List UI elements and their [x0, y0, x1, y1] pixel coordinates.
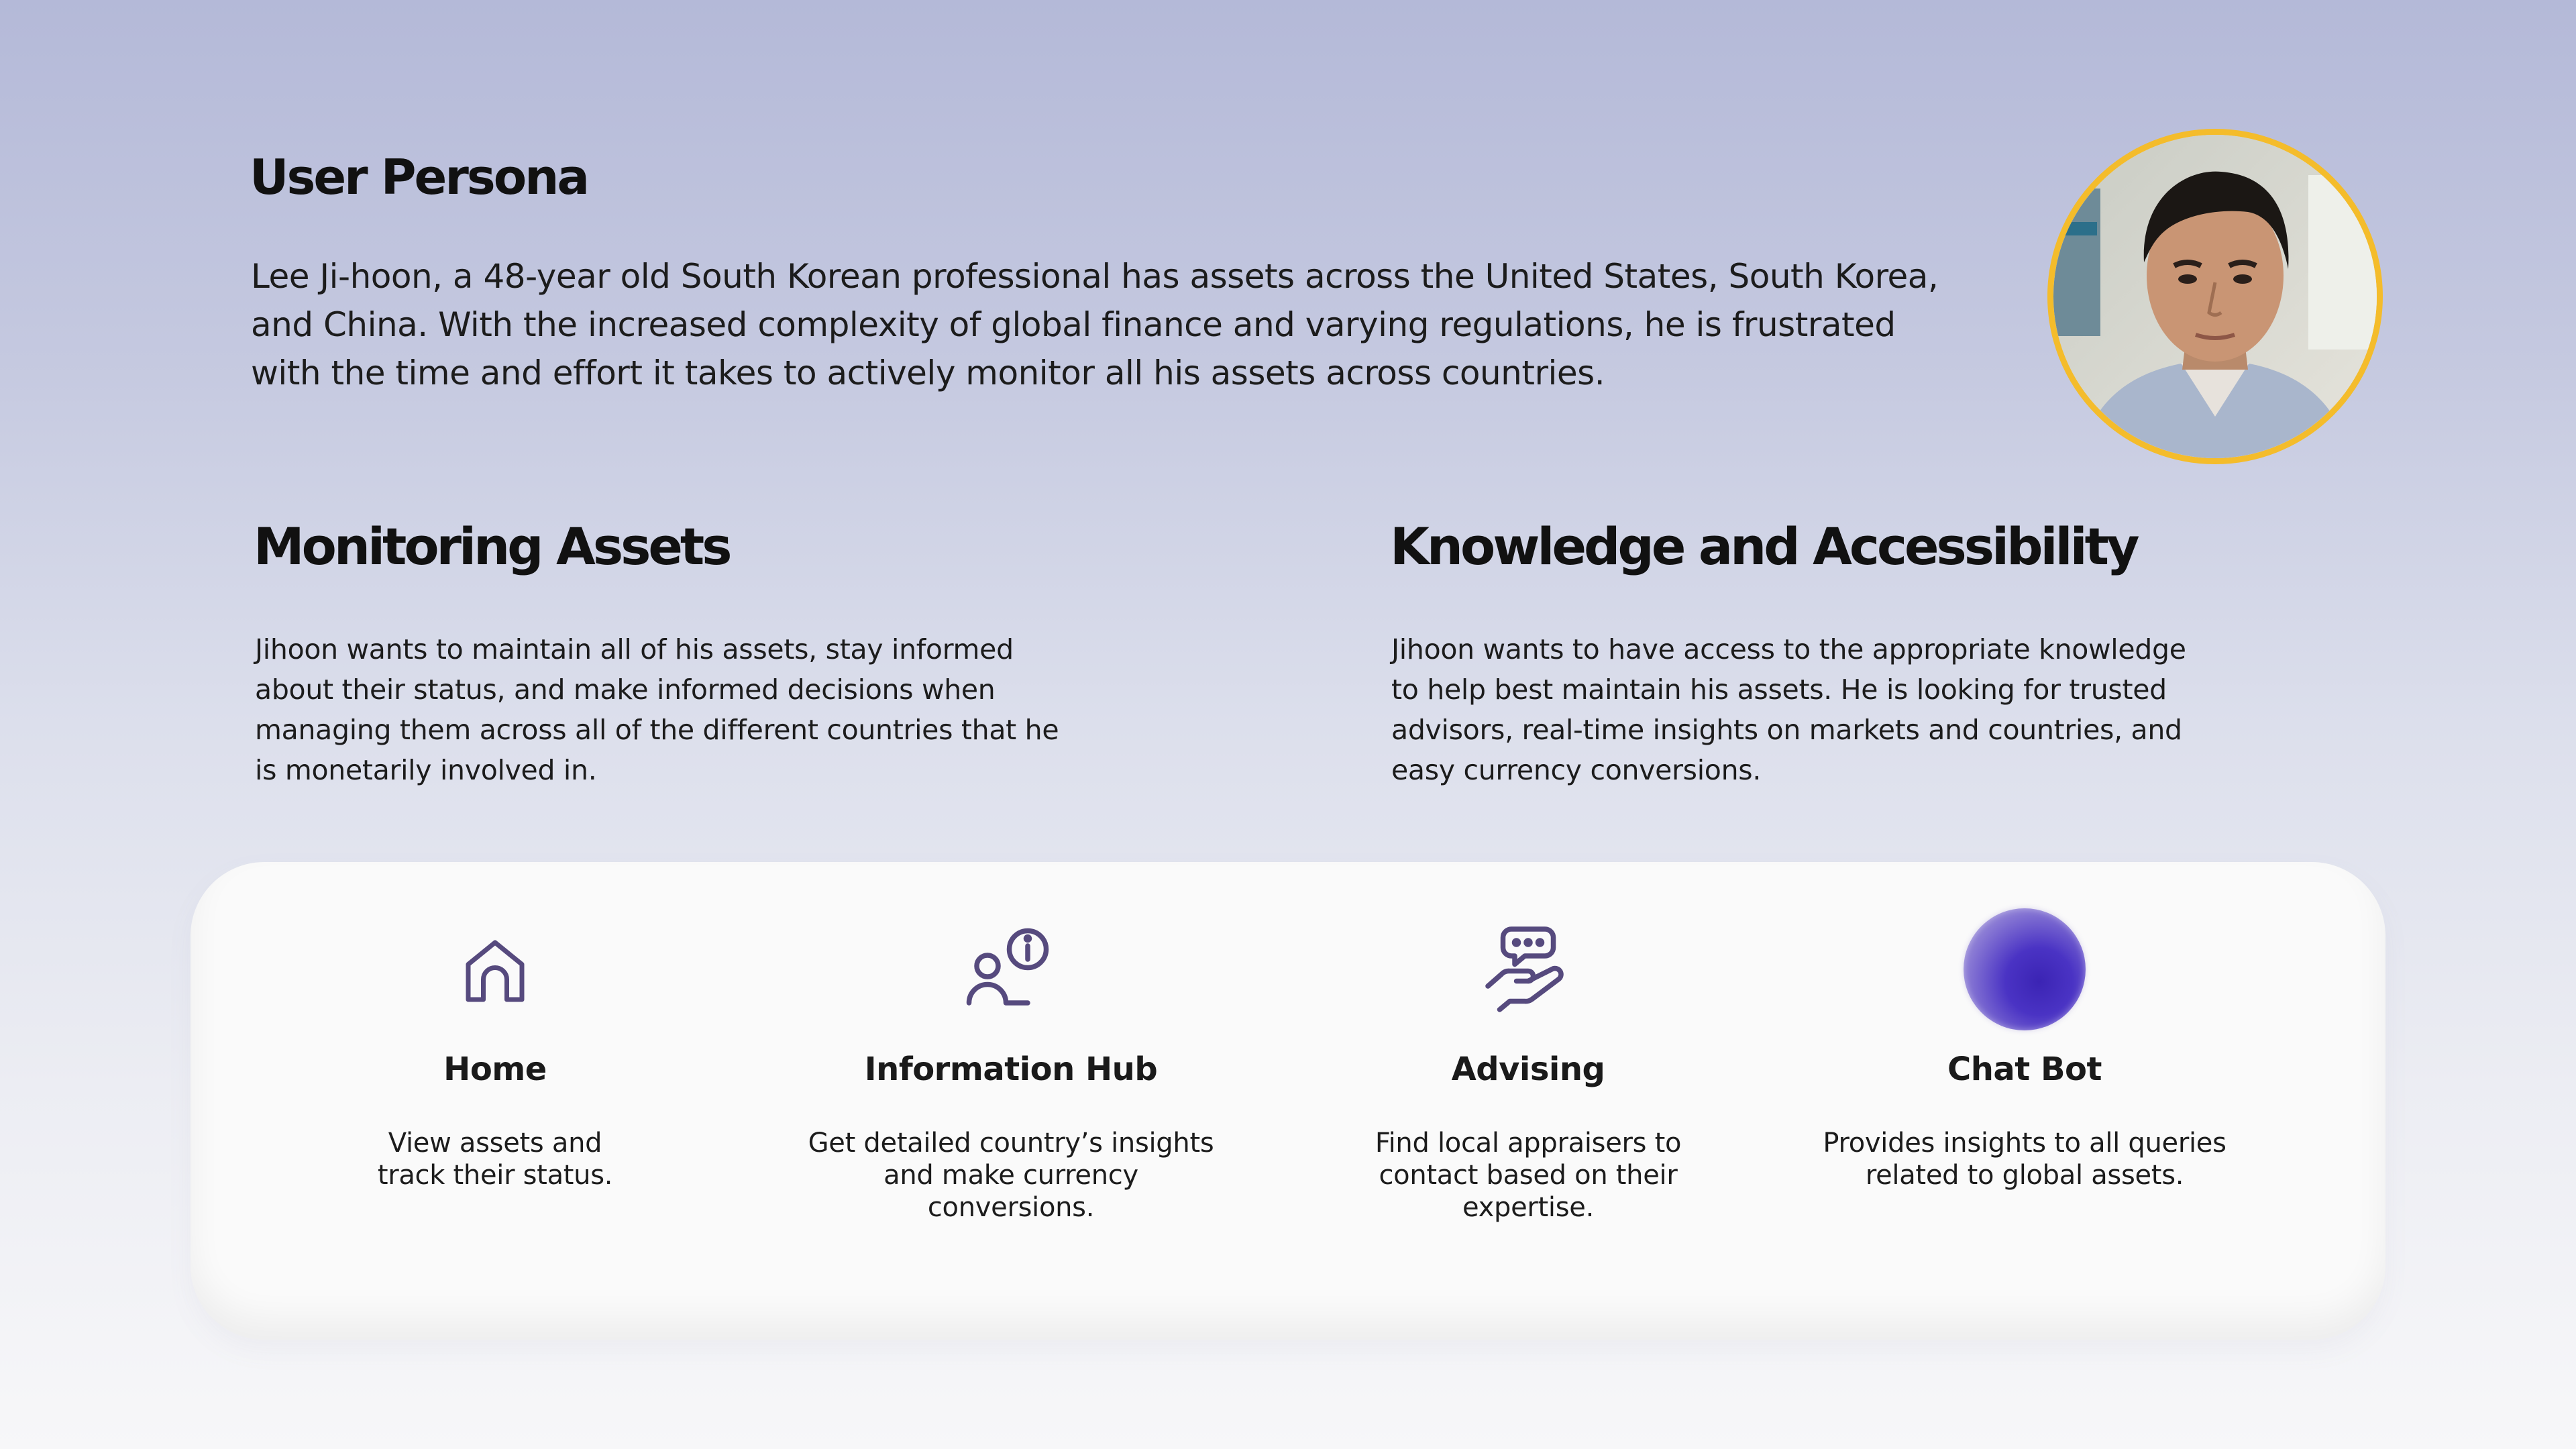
chatbot-orb-icon	[1776, 919, 2273, 1020]
user-info-icon	[763, 919, 1259, 1020]
section-body-knowledge: Jihoon wants to have access to the appropriate knowledge to help best maintain his assets. He is looking for trusted advisors, real-time insights on markets and countries, and easy currency conversions.	[1391, 633, 2186, 786]
page-title: User Persona	[250, 149, 588, 205]
home-icon	[247, 919, 743, 1020]
section-body-monitoring: Jihoon wants to maintain all of his assets, stay informed about their status, and make informed decisions when managing them across all of the different countries that he is monetarily involved in.	[255, 633, 1059, 786]
persona-description: Lee Ji-hoon, a 48-year old South Korean professional has assets across the United States, South Korea, and China. With the increased complexity of global finance and varying regulations, he is frustrated with the time and effort it takes to actively monitor all his assets across countries.	[251, 257, 1939, 392]
hand-chat-icon	[1280, 919, 1776, 1020]
feature-card-advising[interactable]	[1280, 919, 1776, 1224]
feature-desc: View assets and track their status.	[377, 1128, 613, 1191]
feature-title: Information Hub	[864, 1051, 1158, 1088]
feature-title: Advising	[1451, 1051, 1605, 1088]
feature-desc: Get detailed country’s insights and make currency conversions.	[808, 1128, 1214, 1223]
feature-card-chat-bot[interactable]	[1776, 919, 2273, 1191]
section-title-knowledge: Knowledge and Accessibility	[1390, 517, 2137, 576]
feature-card-home[interactable]	[247, 919, 743, 1191]
feature-desc: Provides insights to all queries related to global assets.	[1823, 1128, 2226, 1191]
person-photo-icon	[2053, 135, 2377, 458]
feature-desc: Find local appraisers to contact based on their expertise.	[1375, 1128, 1682, 1223]
avatar	[2047, 129, 2383, 464]
chatbot-orb	[1964, 908, 2086, 1030]
section-title-monitoring: Monitoring Assets	[254, 517, 730, 576]
feature-title: Home	[443, 1051, 547, 1088]
feature-title: Chat Bot	[1947, 1051, 2102, 1088]
feature-card-information-hub[interactable]	[763, 919, 1259, 1224]
